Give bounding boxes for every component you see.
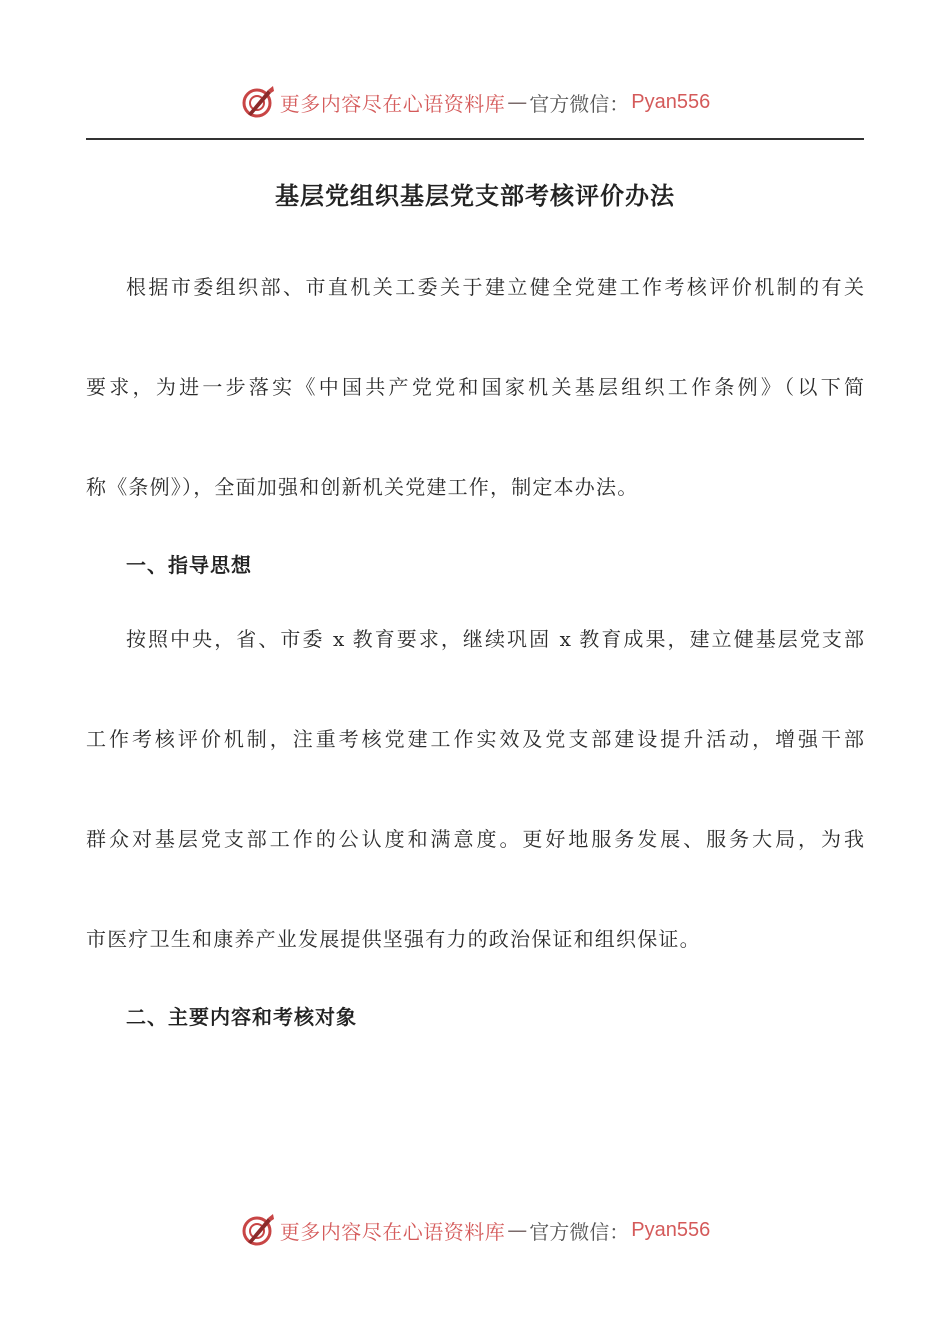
paragraph-2-line-3: 群众对基层党支部工作的公认度和满意度。更好地服务发展、服务大局，为我	[86, 827, 864, 851]
footer-wechat-label: 官方微信：	[529, 1219, 630, 1244]
paragraph-2-line-4: 市医疗卫生和康养产业发展提供坚强有力的政治保证和组织保证。	[86, 927, 701, 951]
section-heading-2: 二、主要内容和考核对象	[126, 1005, 357, 1029]
pen-logo-icon	[240, 84, 276, 120]
paragraph-1-line-1: 根据市委组织部、市直机关工委关于建立健全党建工作考核评价机制的有关	[126, 275, 864, 299]
footer-dash: —	[507, 1218, 528, 1242]
paragraph-2-line-1: 按照中央，省、市委 x 教育要求，继续巩固 x 教育成果，建立健基层党支部	[126, 627, 864, 651]
section-heading-1: 一、指导思想	[126, 553, 252, 577]
banner-wechat-id: Pyan556	[631, 90, 711, 113]
paragraph-2-line-2: 工作考核评价机制，注重考核党建工作实效及党支部建设提升活动，增强干部	[86, 727, 864, 751]
footer-banner	[0, 1210, 950, 1250]
header-banner	[0, 82, 950, 122]
banner-slogan: 更多内容尽在心语资料库	[279, 91, 506, 116]
pen-logo-icon	[240, 1212, 276, 1248]
banner-wechat-label: 官方微信：	[529, 91, 630, 116]
document-title: 基层党组织基层党支部考核评价办法	[275, 182, 675, 210]
banner-dash: —	[507, 90, 528, 114]
footer-slogan: 更多内容尽在心语资料库	[279, 1219, 506, 1244]
paragraph-1-line-2: 要求，为进一步落实《中国共产党党和国家机关基层组织工作条例》（以下简	[86, 375, 864, 399]
footer-wechat-id: Pyan556	[631, 1218, 711, 1241]
paragraph-1-line-3: 称《条例》），全面加强和创新机关党建工作，制定本办法。	[86, 475, 639, 499]
header-divider	[86, 138, 864, 140]
